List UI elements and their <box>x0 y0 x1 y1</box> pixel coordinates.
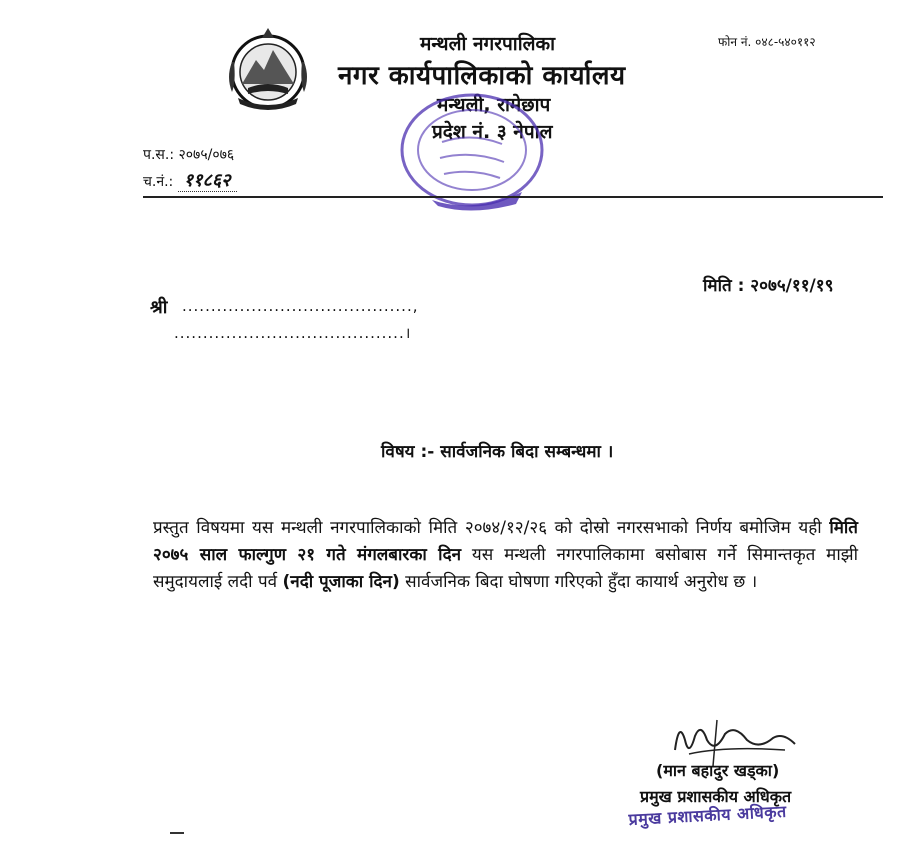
municipality-name: मन्थली नगरपालिका <box>420 33 556 55</box>
signatory-name: (मान बहादुर खड्का) <box>656 761 780 780</box>
ref-ps-value: २०७५/०७६ <box>178 147 235 163</box>
letter-subject: विषय :- सार्वजनिक बिदा सम्बन्धमा । <box>381 442 614 462</box>
letterhead-divider <box>143 196 883 198</box>
ref-ps-label: प.स.: <box>143 147 175 163</box>
ref-cn <box>143 168 237 192</box>
body-bold-festival: (नदी पूजाका दिन) <box>282 572 400 592</box>
letter-date: मिति : २०७५/११/१९ <box>703 276 834 296</box>
office-stamp-seal <box>392 82 554 214</box>
body-part-2: यस मन्थली नगरपालिकामा बसोबास गर्ने सिमान्तकृत माझी समुदायलाई लदी पर्व <box>153 545 858 592</box>
body-bold-date: मिति २०७५ साल फाल्गुण २१ गते मंगलबारका दिन <box>153 518 858 565</box>
stray-mark <box>170 832 184 834</box>
recipient-line-1: ........................................, <box>182 297 419 315</box>
designation-seal: प्रमुख प्रशासकीय अधिकृत <box>628 801 788 829</box>
body-part-3: सार्वजनिक बिदा घोषणा गरिएको हुँदा कायार्थ अनुरोध छ । <box>399 572 758 592</box>
office-name: नगर कार्यपालिकाको कार्यालय <box>338 61 626 91</box>
letter-body <box>153 515 858 596</box>
body-part-1: प्रस्तुत विषयमा यस मन्थली नगरपालिकाको मिति २०७४/१२/२६ को दोस्रो नगरसभाको निर्णय बमोजिम यही <box>153 518 830 538</box>
nepal-emblem-logo <box>218 22 318 114</box>
signatory-title: प्रमुख प्रशासकीय अधिकृत <box>640 787 792 806</box>
phone-number: फोन नं. ०४८-५४०११२ <box>718 35 816 49</box>
office-location: मन्थली, रामेछाप <box>437 94 551 116</box>
recipient-line-2: ........................................। <box>174 324 412 342</box>
office-province: प्रदेश नं. ३ नेपाल <box>432 121 553 143</box>
recipient-prefix: श्री <box>150 297 168 318</box>
ref-cn-label: च.नं.: <box>143 174 174 190</box>
ref-cn-value: ११८६२ <box>178 170 237 192</box>
ref-ps <box>143 145 234 164</box>
